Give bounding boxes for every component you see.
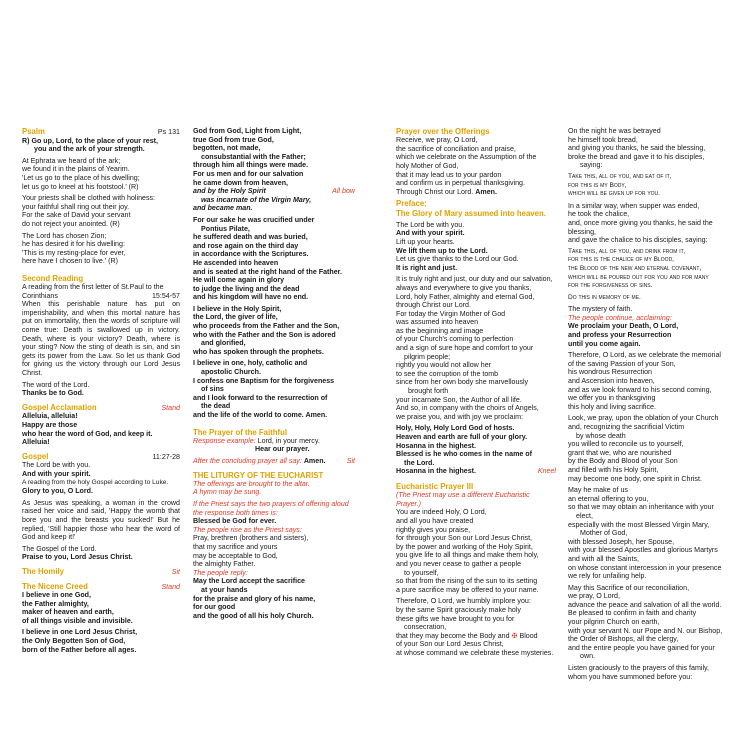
stand-rubric: Stand <box>161 403 180 412</box>
psalm-stanza-1: At Ephrata we heard of the ark; we found it in the plains of Yearim. 'Let us go to the place of his dwelling; let us go to kneel at his footstool.' (R) <box>22 156 140 191</box>
column-2: God from God, Light from Light, true God from true God, begotten, not made, consubstantial with the Father; through him all things were made. For us men and for our salvation he came down from heaven, and by the Holy Spirit All bow was incarnate of the Virgin Mary, and became man. For our sake he was crucified under Pontius Pilate, he suffered death and was buried, and rose again on the third day in accordance with the Scriptures. He ascended into heaven and is seated at the right hand of the Father. He will come again in glory to judge the living and the dead and his kingdom will have no end. I believe in the Holy Spirit, the Lord, the giver of life, who proceeds from the Father and the Son, who with the Father and the Son is adored and glorified, who has spoken through the prophets. I believe in one, holy, catholic and apostolic Church. I confess one Baptism for the forgiveness of sins and I look forward to the resurrection of the dead and the life of the world to come. Amen. The Prayer of the Faithful Response example: Lord, in your mercy. Hear our prayer. After the concluding prayer all say: Amen. Sit THE LITURGY OF THE EUCHARIST The offerings are brought to the altar. A hymn may be sung. If the Priest says the two prayers of offering aloud the response both times is: Blessed be God for ever. The people rise as the Priest says: Pray, brethren (brothers and sisters), that my sacrifice and yours may be acceptable to God, the almighty Father. The people reply: May the Lord accept the sacrifice at your hands for the praise and glory of his name, for our good and the good of all his holy Church. <box>193 127 355 620</box>
gospel-title: Gospel <box>22 451 49 461</box>
creed-part-6: I believe in one, holy, catholic and apostolic Church. I confess one Baptism for the forgiveness of sins and I look forward to the resurrection of the dead and the life of the world to come. Amen. <box>193 359 335 419</box>
creed-part-2: I believe in one Lord Jesus Christ, the Only Begotten Son of God, born of the Father before all ages. <box>22 628 138 654</box>
mystery-of-faith: The mystery of faith. <box>568 305 633 314</box>
creed-part-1: I believe in one God, the Father almighty, maker of heaven and earth, of all things visible and invisible. <box>22 591 133 625</box>
gospel-ref: 11:27-28 <box>152 452 180 461</box>
sit-rubric-2: Sit <box>346 456 355 465</box>
reading-text: When this perishable nature has put on imperishability, and when this mortal nature has put on immortality, then the words of scripture will come true: Death is swallowed up in victory. Death, where is your victory? Death, where is your sting? Now the sting of death is sin, and sin gets its power from the Law. So let us thank God for giving us the victory through our Lord Jesus Christ. <box>22 300 180 378</box>
acclamation-text: Alleluia, alleluia! Happy are those who hear the word of God, and keep it. Alleluia! <box>22 412 153 447</box>
psalm-response: R) Go up, Lord, to the place of your rest, you and the ark of your strength. <box>22 136 158 154</box>
column-4: On the night he was betrayed he himself took bread, and giving you thanks, he said the blessing, broke the bread and gave it to his disciples, saying: Take this, all of you, and eat of it, for this is my Body, which will be given up for you. In a similar way, when supper was ended, he took the chalice, and, once more giving you thanks, he said the blessing, and gave the chalice to his disciples, saying: Take this, all of you, and drink from it, for this is the chalice of my Blood, the Blood of the new and eternal covenant, which will be poured out for you and for many for the forgiveness of sins. Do this in memory of me. The mystery of faith. The people continue, acclaiming: We proclaim your Death, O Lord, and profess your Resurrection until you come again. Therefore, O Lord, as we celebrate the memorial of the saving Passion of your Son, his wondrous Resurrection and Ascension into heaven, and as we look forward to his second coming, we offer you in thanksgiving this holy and living sacrifice. Look, we pray, upon the oblation of your Church and, recognizing the sacrificial Victim by whose death you willed to reconcile us to yourself, grant that we, who are nourished by the Body and Blood of your Son and filled with his Holy Spirit, may become one body, one spirit in Christ. May he make of us an eternal offering to you, so that we may obtain an inheritance with your elect, especially with the most Blessed Virgin Mary, Mother of God, with blessed Joseph, her Spouse, with your blessed Apostles and glorious Martyrs and with all the Saints, on whose constant intercession in your presence we rely for unfailing help. May this Sacrifice of our reconciliation, we pray, O Lord, advance the peace and salvation of all the world. Be pleased to confirm in faith and charity your pilgrim Church on earth, with your servant N. our Pope and N. our Bishop, the Order of Bishops, all the clergy, and the entire people you have gained for your own. Listen graciously to the prayers of this family, whom you have summoned before you: <box>568 127 730 681</box>
acclamation-header <box>22 403 180 413</box>
creed-part-3: God from God, Light from Light, true God from true God, begotten, not made, consubstantial with the Father; through him all things were made. For us men and for our salvation he came down from heaven, and by the Holy Spirit All bow was incarnate of the Virgin Mary, and became man. <box>193 127 355 213</box>
faithful-response: Response example: Lord, in your mercy. <box>193 436 320 445</box>
ep-part-2: Therefore, O Lord, we humbly implore you: by the same Spirit graciously make holy these gifts we have brought to you for consecration, that they may become the Body and ✠ Blood of your Son our Lord Jesus Christ, at whose command we celebrate these mysteries. <box>396 597 554 657</box>
homily-title: The Homily <box>22 566 65 576</box>
all-bow-rubric: All bow <box>332 187 355 196</box>
kneel-rubric: Kneel <box>537 467 556 476</box>
intercession-church: May this Sacrifice of our reconciliation, we pray, O Lord, advance the peace and salvation of all the world. Be pleased to confirm in faith and charity your pilgrim Church on earth, with your servant N. our Pope and N. our Bishop, the Order of Bishops, all the clergy, and the entire people you have gained for your own. <box>568 583 723 661</box>
institution-chalice: In a similar way, when supper was ended, he took the chalice, and, once more giving you thanks, he said the blessing, and gave the chalice to his disciples, saying: <box>568 201 713 245</box>
eucharistic-prayer-title: Eucharistic Prayer III <box>396 481 474 491</box>
reading-response: Thanks be to God. <box>22 389 84 398</box>
acclamation-title: Gospel Acclamation <box>22 402 97 412</box>
column-1: Psalm Ps 131 R) Go up, Lord, to the place of your rest, you and the ark of your strength. At Ephrata we heard of the ark; we found it in the plains of Yearim. 'Let us go to the place of his dwelling; let us go to kneel at his footstool.' (R) Your priests shall be clothed with holiness: your faithful shall ring out their joy. For the sake of David your servant do not reject your anointed. (R) The Lord has chosen Zion; he has desired it for his dwelling: 'This is my resting-place for ever, here have I chosen to live.' (R) Second Reading A reading from the first letter of St.Paul to the Corinthians 15:54-57 When this perishable nature has put on imperishability, and when this mortal nature has put on immortality, then the words of scripture will come true: Death is swallowed up in victory. Death, where is your victory? Death, where is your sting? Now the sting of death is sin, and sin gets its power from the Law. So let us thank God for giving us the victory through our Lord Jesus Christ. The word of the Lord. Thanks be to God. Gospel Acclamation Stand Alleluia, alleluia! Happy are those who hear the word of God, and keep it. Alleluia! Gospel 11:27-28 The Lord be with you. And with your spirit. A reading from the holy Gospel according to Luke. Glory to you, O Lord. As Jesus was speaking, a woman in the crowd raised her voice and said, 'Happy the womb that bore you and the breasts you sucked!' But he replied, 'Still happier those who hear the word of God and keep it!' The Gospel of the Lord. Praise to you, Lord Jesus Christ. The Homily Sit The Nicene Creed Stand I believe in one God, the Father almighty, maker of heaven and earth, of all things visible and invisible. I believe in one Lord Jesus Christ, the Only Begotten Son of God, born of the Father before all ages. <box>22 127 180 654</box>
reading-ref: 15:54-57 <box>151 291 180 300</box>
offerings-prayer: Receive, we pray, O Lord, the sacrifice of conciliation and praise, which we celebrate on the Assumption of the holy Mother of God, that it may lead us to your pardon and confirm us in perpetual thanksgiving. Through Christ our Lord. Amen. <box>396 136 537 196</box>
psalm-ref: Ps 131 <box>157 128 180 136</box>
creed-part-5: I believe in the Holy Spirit, the Lord, the giver of life, who proceeds from the Father and the Son, who with the Father and the Son is adored and glorified, who has spoken through the prophets. <box>193 304 340 356</box>
reading-intro: A reading from the first letter of St.Paul to the Corinthians 15:54-57 <box>22 283 180 300</box>
people-reply: May the Lord accept the sacrifice at your hands for the praise and glory of his name, for our good and the good of all his holy Church. <box>193 577 316 620</box>
prayer-of-faithful-title: The Prayer of the Faithful <box>193 427 288 437</box>
faithful-after: After the concluding prayer all say: Amen. Sit <box>193 456 355 465</box>
sit-rubric: Sit <box>171 567 180 576</box>
reading-end: The word of the Lord. <box>22 380 90 389</box>
oblation: Look, we pray, upon the oblation of your Church and, recognizing the sacrificial Victim by whose death you willed to reconcile us to yourself, grant that we, who are nourished by the Body and Blood of your Son and filled with his Holy Spirit, may become one body, one spirit in Christ. <box>568 414 719 483</box>
blessed-be-god: Blessed be God for ever. <box>193 517 277 526</box>
preface-dialogue: The Lord be with you. And with your spirit. Lift up your hearts. We lift them up to the Lord. Let us give thanks to the Lord our God. It is right and just. <box>396 220 519 272</box>
preface-title: Preface: The Glory of Mary assumed into heaven. <box>396 199 546 218</box>
creed-stand-rubric: Stand <box>161 582 180 591</box>
second-reading-title: Second Reading <box>22 273 84 283</box>
cross-icon: ✠ <box>511 631 518 640</box>
column-3: Prayer over the Offerings Receive, we pray, O Lord, the sacrifice of conciliation and praise, which we celebrate on the Assumption of the holy Mother of God, that it may lead us to your pardon and confirm us in perpetual thanksgiving. Through Christ our Lord. Amen. Preface: The Glory of Mary assumed into heaven. The Lord be with you. And with your spirit. Lift up your hearts. We lift them up to the Lord. Let us give thanks to the Lord our God. It is right and just. It is truly right and just, our duty and our salvation, always and everywhere to give you thanks, Lord, holy Father, almighty and eternal God, through Christ our Lord. For today the Virgin Mother of God was assumed into heaven as the beginning and image of your Church's coming to perfection and a sign of sure hope and comfort to your pilgrim people; rightly you would not allow her to see the corruption of the tomb since from her own body she marvellously brought forth your incarnate Son, the Author of all life. And so, in company with the choirs of Angels, we praise you, and with joy we proclaim: Holy, Holy, Holy Lord God of hosts. Heaven and earth are full of your glory. Hosanna in the highest. Blessed is he who comes in the name of the Lord. Hosanna in the highest. Kneel Eucharistic Prayer III (The Priest may use a different Eucharistic Prayer.) You are indeed Holy, O Lord, and all you have created rightly gives you praise, for through your Son our Lord Jesus Christ, by the power and working of the Holy Spirit, you give life to all things and make them holy, and you never cease to gather a people to yourself, so that from the rising of the sun to its setting a pure sacrifice may be offered to your name. Therefore, O Lord, we humbly implore you: by the same Spirit graciously make holy these gifts we have brought to you for consecration, that they may become the Body and ✠ Blood of your Son our Lord Jesus Christ, at whose command we celebrate these mysteries. <box>396 127 556 657</box>
psalm-title: Psalm <box>22 127 45 136</box>
offerings-title: Prayer over the Offerings <box>396 127 490 136</box>
institution-bread: On the night he was betrayed he himself took bread, and giving you thanks, he said the blessing, broke the bread and gave it to his disciples, saying: <box>568 127 706 170</box>
sanctus: Holy, Holy, Holy Lord God of hosts. Heaven and earth are full of your glory. Hosanna in the highest. Blessed is he who comes in the name of the Lord. Hosanna in the highest. Kneel <box>396 424 556 476</box>
hear-our-prayer: Hear our prayer. <box>255 445 310 454</box>
mystery-response: We proclaim your Death, O Lord, and profess your Resurrection until you come again. <box>568 322 679 348</box>
creed-title: The Nicene Creed <box>22 581 88 591</box>
consecration-chalice: Take this, all of you, and drink from it, for this is the chalice of my Blood, the Blood of the new and eternal covenant, which will be poured out for you and for many for the forgiveness of sins. <box>568 247 709 290</box>
psalm-header <box>22 127 180 137</box>
intercession-family: Listen graciously to the prayers of this family, whom you have summoned before you: <box>568 664 710 681</box>
psalm-stanza-2: Your priests shall be clothed with holiness: your faithful shall ring out their joy. For the sake of David your servant do not reject your anointed. (R) <box>22 194 156 228</box>
anamnesis: Therefore, O Lord, as we celebrate the memorial of the saving Passion of your Son, his wondrous Resurrection and Ascension into heaven, and as we look forward to his second coming, we offer you in thanksgiving this holy and living sacrifice. <box>568 351 721 411</box>
liturgy-eucharist-title: THE LITURGY OF THE EUCHARIST <box>193 470 324 480</box>
intercession-saints: May he make of us an eternal offering to you, so that we may obtain an inheritance with your elect, especially with the most Blessed Virgin Mary, Mother of God, with blessed Joseph, her Spouse, with your blessed Apostles and glorious Martyrs and with all the Saints, on whose constant intercession in your presence we rely for unfailing help. <box>568 486 722 581</box>
consecration-bread: Take this, all of you, and eat of it, for this is my Body, which will be given up for you. <box>568 172 672 198</box>
ep-part-1: You are indeed Holy, O Lord, and all you have created rightly gives you praise, for through your Son our Lord Jesus Christ, by the power and working of the Holy Spirit, you give life to all things and make them holy, and you never cease to gather a people to yourself, so that from the rising of the sun to its setting a pure sacrifice may be offered to your name. <box>396 508 539 594</box>
pray-brethren: Pray, brethren (brothers and sisters), that my sacrifice and yours may be acceptable to God, the almighty Father. <box>193 534 309 569</box>
gospel-header <box>22 452 180 462</box>
psalm-stanza-3: The Lord has chosen Zion; he has desired it for his dwelling: 'This is my resting-place for ever, here have I chosen to live.' (R) <box>22 231 126 266</box>
homily-header <box>22 567 180 577</box>
creed-header <box>22 582 180 592</box>
preface-text: It is truly right and just, our duty and our salvation, always and everywhere to give you thanks, Lord, holy Father, almighty and eternal God, through Christ our Lord. For today the Virgin Mother of God was assumed into heaven as the beginning and image of your Church's coming to perfection and a sign of sure hope and comfort to your pilgrim people; rightly you would not allow her to see the corruption of the tomb since from her own body she marvellously brought forth your incarnate Son, the Author of all life. And so, in company with the choirs of Angels, we praise you, and with joy we proclaim: <box>396 275 553 421</box>
creed-part-4: For our sake he was crucified under Pontius Pilate, he suffered death and was buried, and rose again on the third day in accordance with the Scriptures. He ascended into heaven and is seated at the right hand of the Father. He will come again in glory to judge the living and the dead and his kingdom will have no end. <box>193 215 342 302</box>
gospel-text: As Jesus was speaking, a woman in the crowd raised her voice and said, 'Happy the womb that bore you and the breasts you sucked!' But he replied, 'Still happier those who hear the word of God and keep it!' <box>22 498 180 542</box>
do-this-in-memory: Do this in memory of me. <box>568 293 641 301</box>
